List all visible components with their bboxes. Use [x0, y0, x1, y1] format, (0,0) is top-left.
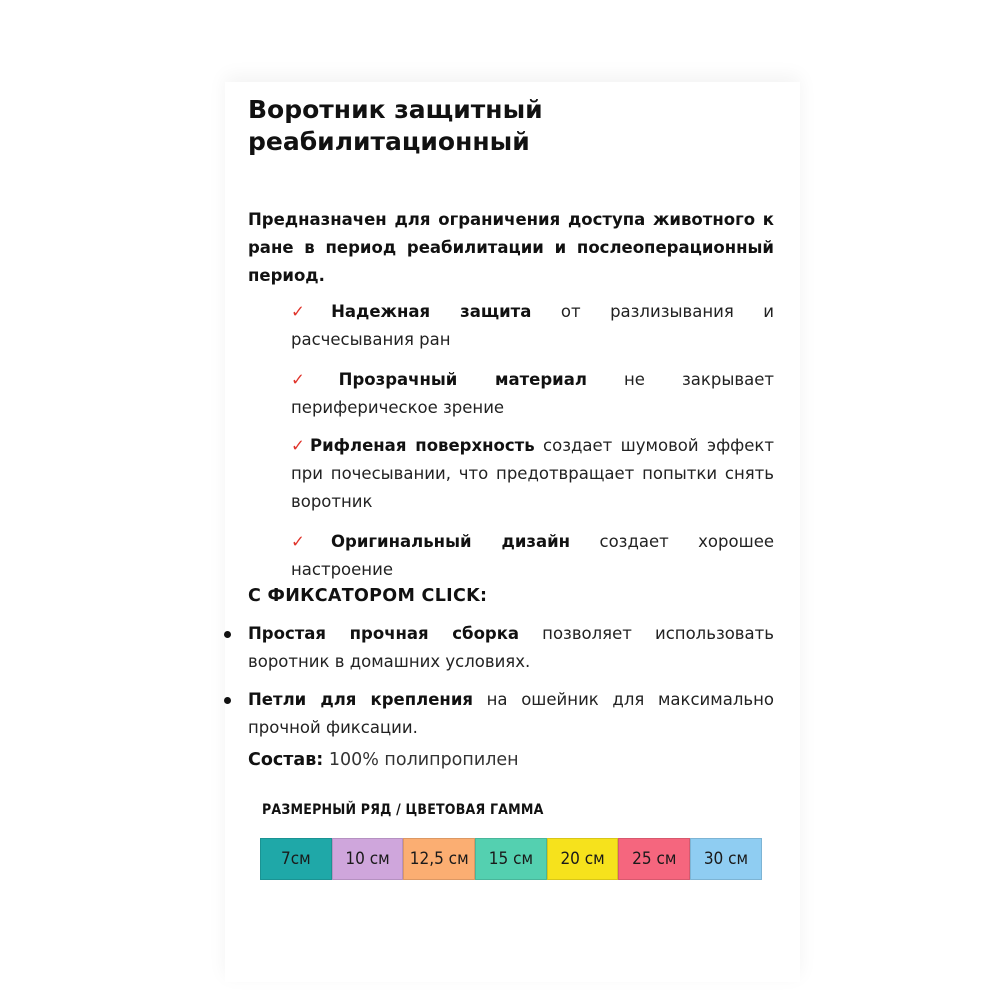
size-swatches	[260, 838, 762, 880]
sizes-title: РАЗМЕРНЫЙ РЯД / ЦВЕТОВАЯ ГАММА	[262, 802, 544, 818]
bullet-item	[248, 620, 774, 676]
composition-label: Состав:	[248, 750, 324, 770]
bullet-text: на ошейник для максимально прочной фиксации.	[248, 690, 774, 737]
size-swatch-12-5: 12,5 см	[403, 838, 475, 880]
bullet-bold: Петли для крепления	[248, 690, 473, 709]
feature-text: создает шумовой эффект при почесывании, что предотвращает попытки снять воротник	[291, 436, 775, 511]
feature-text: создает хорошее настроение	[291, 532, 774, 579]
intro-text: Предназначен для ограничения доступа животного к ране в период реабилитации и послеоперационный период.	[248, 210, 774, 285]
feature-item	[291, 432, 774, 516]
size-swatch-15: 15 см	[475, 838, 547, 880]
composition	[248, 746, 519, 774]
feature-bold: Прозрачный материал	[338, 370, 587, 389]
size-swatch-25: 25 см	[618, 838, 690, 880]
check-mark-icon: ✓	[291, 532, 330, 551]
bullet-dot-icon	[224, 697, 231, 704]
product-title	[248, 94, 788, 158]
size-swatch-20: 20 см	[547, 838, 619, 880]
feature-text: от разлизывания и расчесывания ран	[291, 302, 774, 349]
bullet-dot-icon	[224, 631, 231, 638]
size-swatch-10: 10 см	[332, 838, 404, 880]
bullet-item	[248, 686, 774, 742]
feature-item	[291, 528, 774, 584]
feature-bold: Рифленая поверхность	[309, 436, 535, 455]
composition-value: 100% полипропилен	[323, 750, 519, 770]
check-mark-icon: ✓	[291, 370, 337, 389]
bullet-text: позволяет использовать воротник в домашних условиях.	[248, 624, 774, 671]
check-mark-icon: ✓	[291, 302, 330, 321]
click-heading: С ФИКСАТОРОМ CLICK:	[248, 586, 488, 606]
check-mark-icon: ✓	[291, 436, 308, 455]
feature-item	[291, 366, 774, 422]
title-line-1: Воротник защитный	[248, 95, 543, 124]
size-swatch-7: 7см	[260, 838, 332, 880]
feature-item	[291, 298, 774, 354]
feature-bold: Оригинальный дизайн	[331, 532, 571, 551]
size-swatch-30: 30 см	[690, 838, 762, 880]
bullet-bold: Простая прочная сборка	[248, 624, 520, 643]
feature-text: не закрывает периферическое зрение	[291, 370, 774, 417]
feature-bold: Надежная защита	[331, 302, 532, 321]
title-line-2: реабилитационный	[248, 127, 530, 156]
features-list	[291, 298, 775, 579]
click-bullets-list	[248, 620, 774, 737]
